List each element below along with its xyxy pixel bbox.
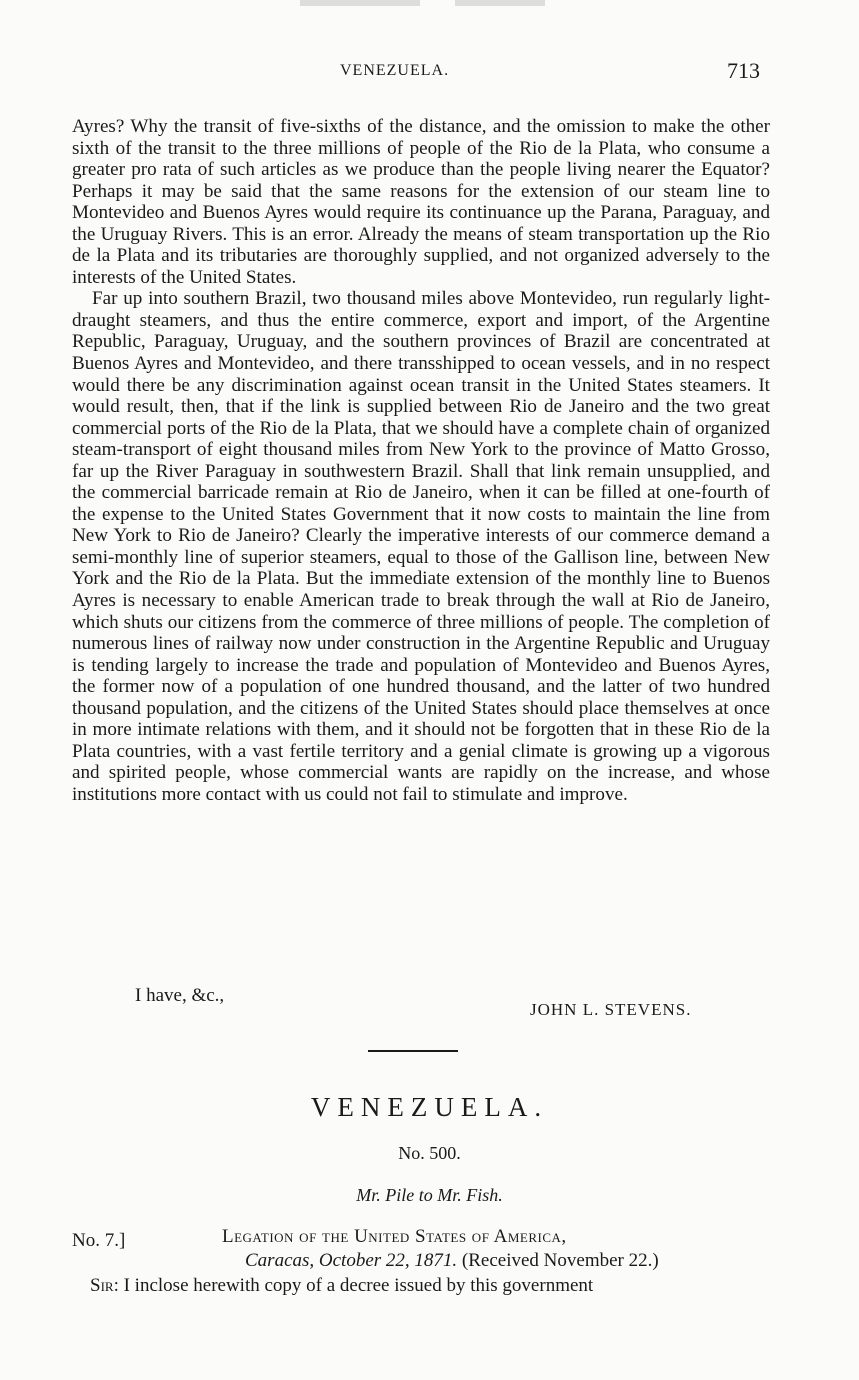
page-number: 713	[727, 58, 760, 83]
section-title: VENEZUELA.	[310, 1092, 549, 1122]
signature-name: JOHN L. STEVENS.	[530, 1000, 692, 1019]
received-date: (Received November 22.)	[461, 1250, 659, 1271]
date: October 22, 1871.	[318, 1250, 458, 1271]
document-subtitle: Mr. Pile to Mr. Fish.	[356, 1185, 503, 1205]
letter-first-line: I inclose herewith copy of a decree issued by this government	[123, 1275, 594, 1296]
place: Caracas,	[245, 1250, 315, 1271]
legation-heading: Legation of the United States of America,	[222, 1226, 567, 1247]
running-header-title: VENEZUELA.	[340, 62, 450, 79]
complimentary-close: I have, &c.,	[135, 985, 225, 1006]
scan-artifact-right	[455, 0, 545, 6]
paragraph-2: Far up into southern Brazil, two thousand miles above Montevideo, run regularly light-draught steamers, and thus the entire commerce, export and import, of the Argentine Republic, Paraguay, Uruguay, and the southern provinces of Brazil are concentrated at Buenos Ayres and Montevideo, and there transshipped to ocean vessels, and in no respect would there be any discrimination against ocean transit in the United States steamers. It would result, then, that if the link is supplied between Rio de Janeiro and the two great commercial ports of the Rio de la Plata, that we should have a complete chain of organized steam-transport of eight thousand miles from New York to the province of Matto Grosso, far up the River Paraguay in southwestern Brazil. Shall that link remain unsupplied, and the commercial barricade remain at Rio de Janeiro, when it can be filled at one-fourth of the expense to the United States Government that it now costs to maintain the line from New York to Rio de Janeiro? Clearly the imperative interests of our commerce demand a semi-monthly line of superior steamers, equal to those of the Gallison line, between New York and the Rio de la Plata. But the immediate extension of the monthly line to Buenos Ayres is necessary to enable American trade to break through the wall at Rio de Janeiro, which shuts our citizens from the commerce of three millions of people. The completion of numerous lines of railway now under construction in the Argentine Republic and Uruguay is tending largely to increase the trade and population of Montevideo and Buenos Ayres, the former now of a population of one hundred thousand, and the latter of two hundred thousand population, and the citizens of the United States should place themselves at once in more intimate relations with them, and it should not be forgotten that in these Rio de la Plata countries, with a vast fertile territory and a genial climate is growing up a vigorous and spirited people, whose commercial wants are rapidly on the increase, and whose institutions more contact with us could not fail to stimulate and improve.	[72, 288, 770, 805]
salutation: Sir:	[90, 1275, 119, 1296]
place-and-date	[245, 1250, 659, 1272]
paragraph-1: Ayres? Why the transit of five-sixths of the distance, and the omission to make the other sixth of the transit to the three millions of people of the Rio de la Plata, who consume a greater pro rata of such articles as we produce than the people living nearer the Equator? Perhaps it may be said that the same reasons for the extension of our steam line to Montevideo and Buenos Ayres would require its continuance up the Parana, Paraguay, and the Uruguay Rivers. This is an error. Already the means of steam transportation up the Rio de la Plata and its tributaries are thoroughly supplied, and not organized adversely to the interests of the United States.	[72, 116, 770, 288]
body-text	[72, 116, 770, 806]
scan-artifact-left	[300, 0, 420, 6]
salutation-line	[90, 1275, 770, 1297]
dispatch-number: No. 7.]	[72, 1230, 126, 1251]
section-divider	[368, 1050, 458, 1052]
document-number: No. 500.	[398, 1143, 461, 1163]
